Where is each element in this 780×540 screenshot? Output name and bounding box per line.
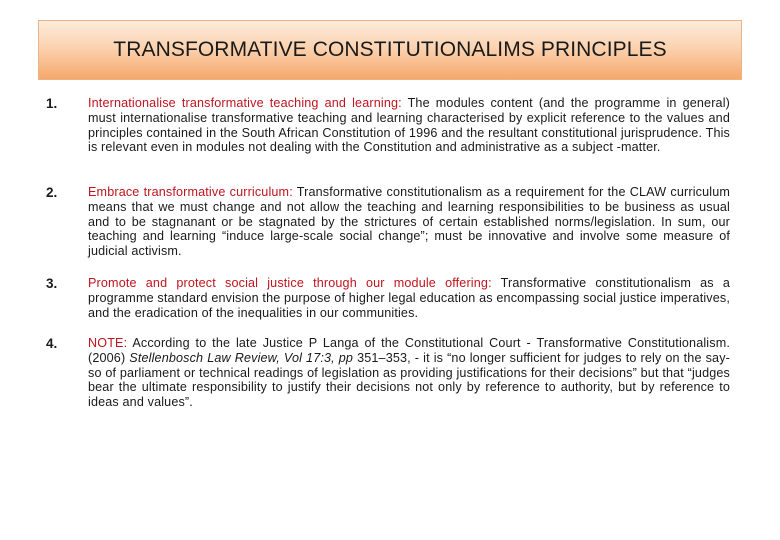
item-number: 4. — [46, 336, 58, 351]
item-body: The modules content (and the programme in general) must internationalise transformative teaching and learning characterised by explicit reference to the values and principles contained in the South African Constitution of 1996 and the resultant constitutional jurisprudence. This is relevant even in modules not dealing with the Constitution and administrative as a subject -matter. — [88, 96, 731, 155]
item-heading: Internationalise transformative teaching and learning: — [88, 96, 402, 110]
item-body: Transformative constitutionalism as a programme standard envision the purpose of higher legal education as encompassing social justice imperatives, and the eradication of the inequalities in our communities. — [88, 276, 730, 320]
item-number: 3. — [46, 276, 58, 291]
item-paragraph — [88, 276, 730, 320]
journal-citation: Stellenbosch Law Review, Vol 17:3, pp — [129, 350, 354, 365]
item-number: 1. — [46, 96, 58, 111]
page-title: TRANSFORMATIVE CONSTITUTIONALIMS PRINCIPLES — [113, 38, 667, 61]
item-heading: NOTE: — [88, 336, 128, 350]
item-heading: Embrace transformative curriculum: — [88, 185, 293, 199]
item-body: Transformative constitutionalism as a requirement for the CLAW curriculum means that we must change and not allow the teaching and learning responsibilities to be business as usual and to be stagnanant or be stagnated by the strictures of certain established norms/legislation. In sum, our teaching and learning “induce large-scale social change”; must be innovative and involve some measure of judicial activism. — [88, 185, 730, 259]
item-heading: Promote and protect social justice through our module offering: — [88, 276, 492, 290]
item-paragraph — [88, 96, 730, 155]
item-paragraph — [88, 185, 730, 259]
title-banner — [38, 20, 742, 80]
item-body-after: 351–353, - it is “no longer sufficient for judges to rely on the say-so of parliament or technical readings of legislation as providing justifications for their decisions” but that “judges bear the ultimate responsibility to justify their decisions not only by reference to authority, but by reference to ideas and values”. — [88, 350, 730, 410]
item-body-before: According to the late Justice P Langa of the Constitutional Court - Transformative Constitutionalism. (2006) — [88, 336, 730, 365]
item-paragraph — [88, 336, 730, 410]
item-number: 2. — [46, 185, 58, 200]
